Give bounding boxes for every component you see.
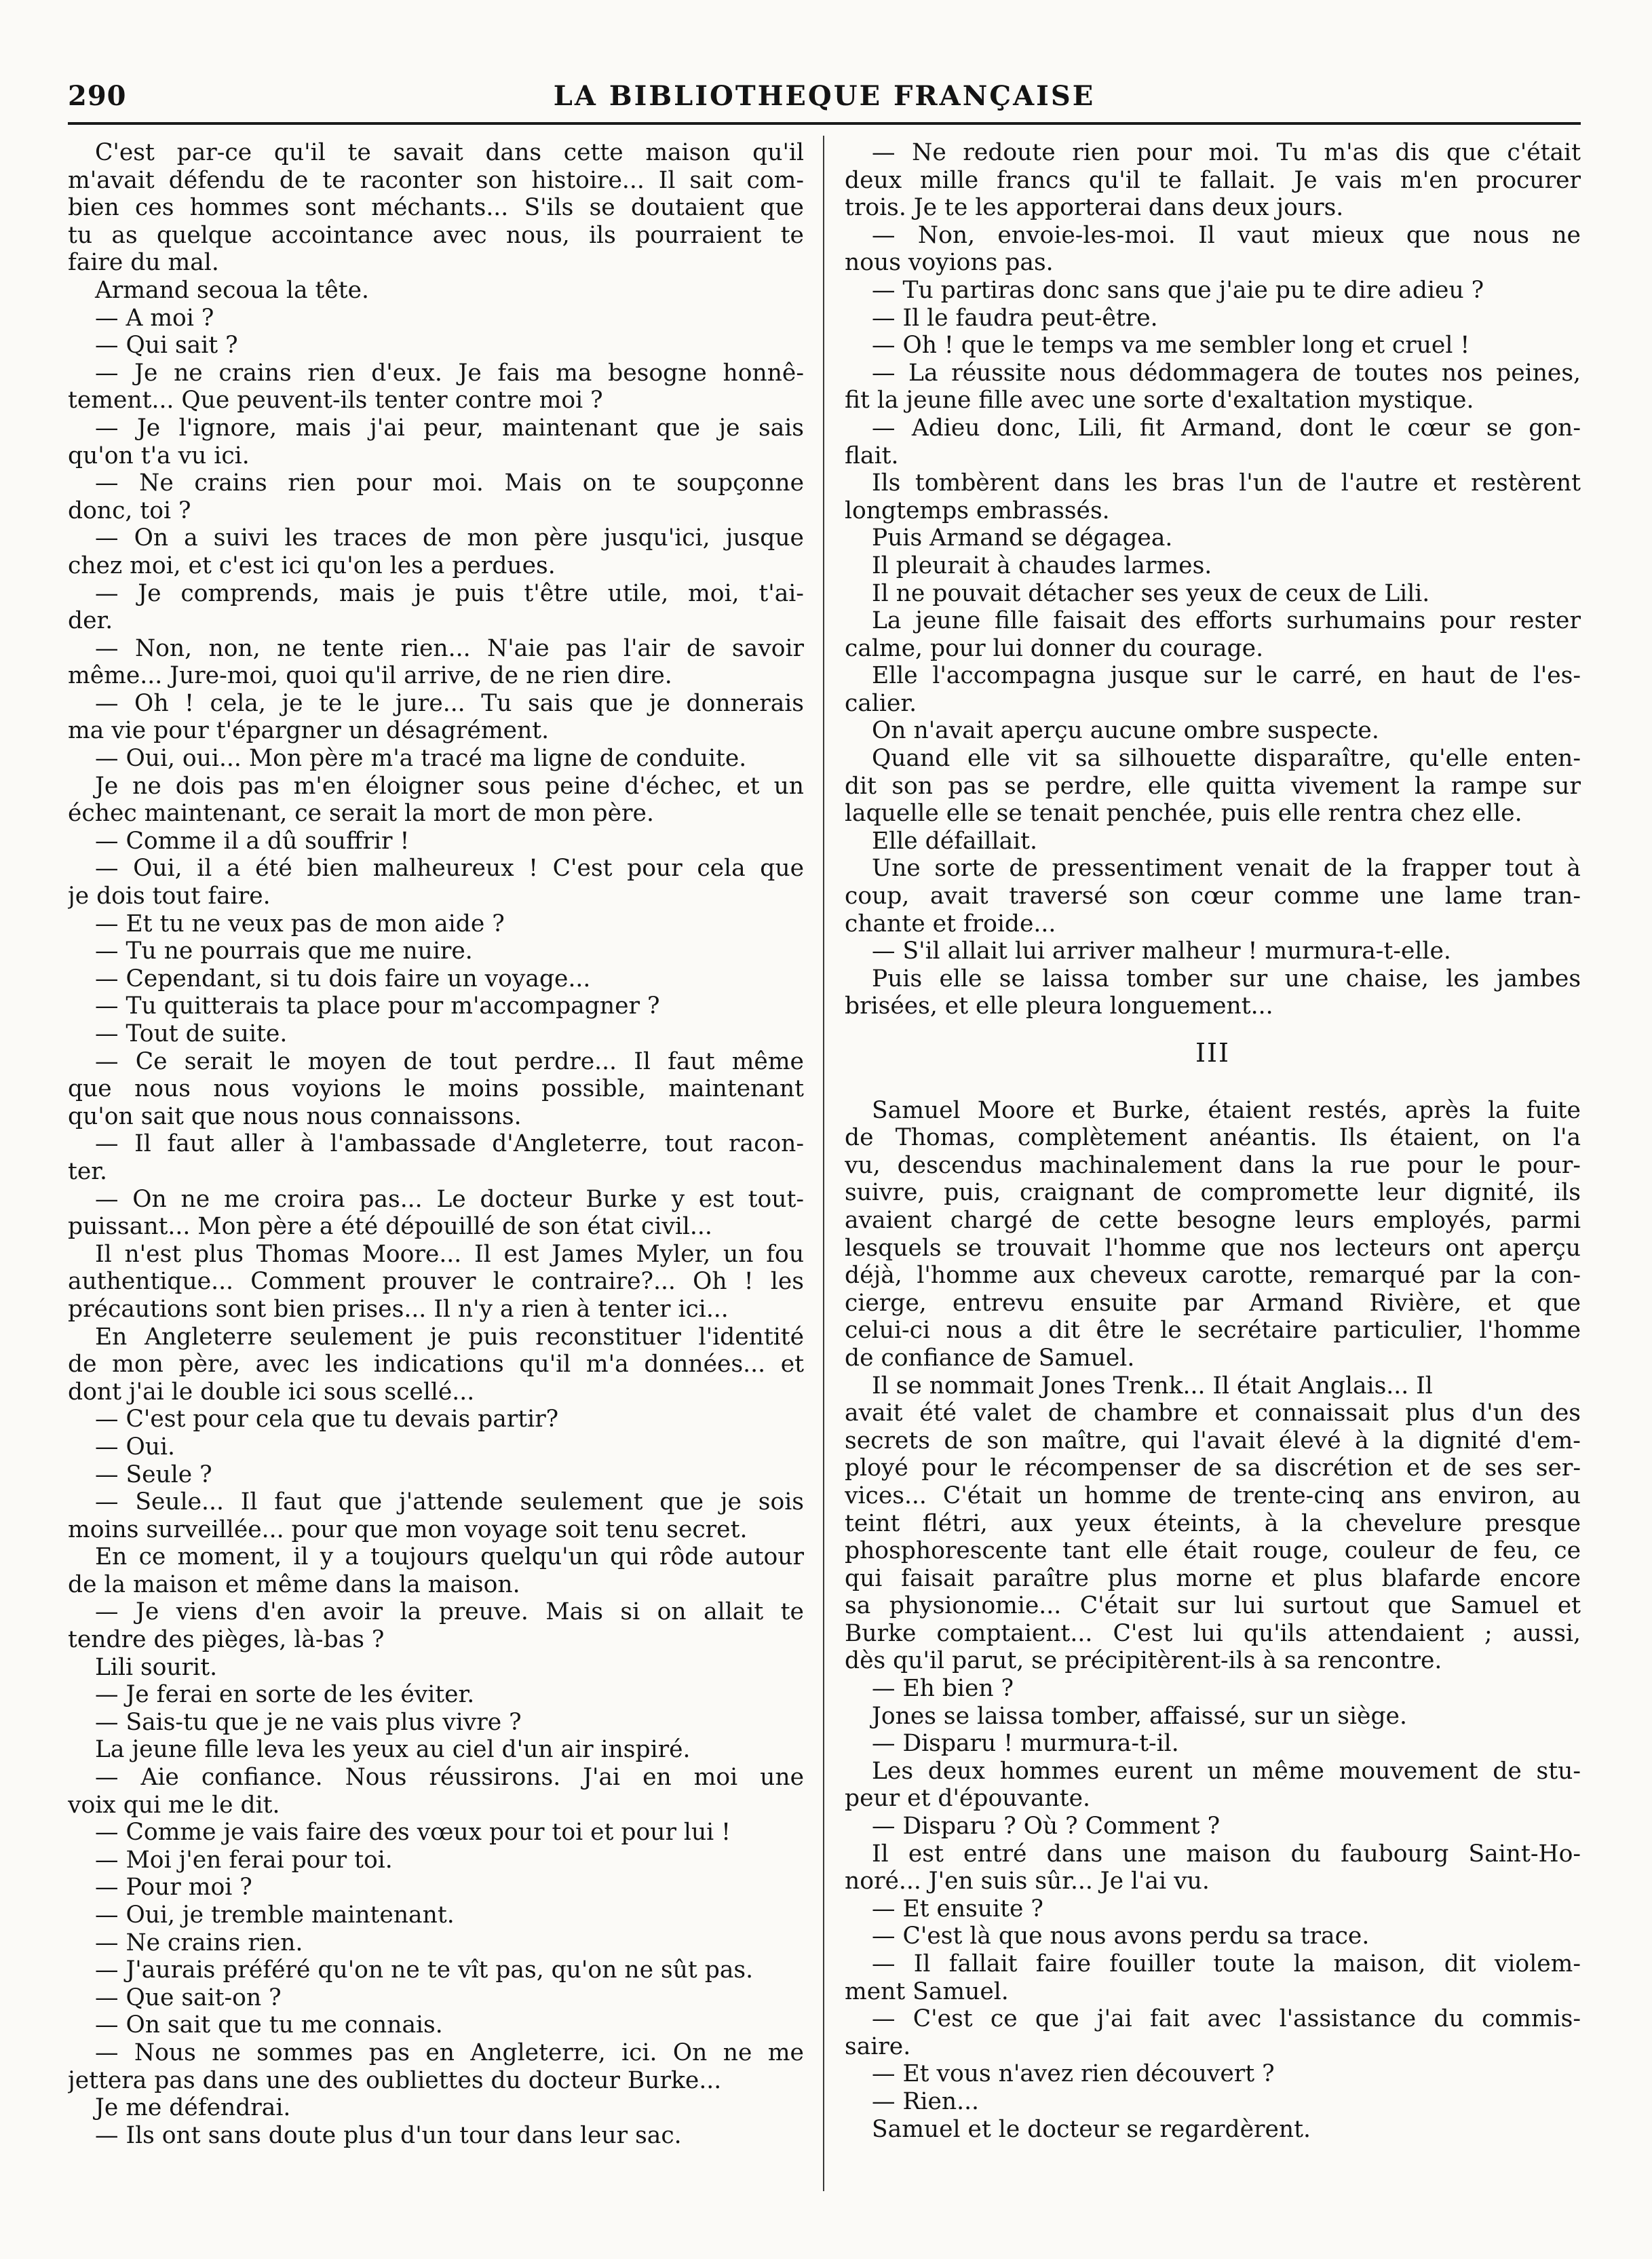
text-line: On n'avait aperçu aucune ombre suspecte.: [872, 717, 1379, 745]
text-line: — Ce serait le moyen de tout perdre... Il faut même: [95, 1047, 804, 1075]
text-line: Jones se laissa tomber, affaissé, sur un siège.: [872, 1702, 1407, 1730]
text-line: m'avait défendu de te raconter son histoire... Il sait com-: [68, 166, 804, 194]
text-line: — Seule ?: [95, 1461, 212, 1488]
text-line: Ils tombèrent dans les bras l'un de l'autre et restèrent: [872, 469, 1581, 497]
text-line: chante et froide...: [845, 910, 1056, 938]
text-line: Une sorte de pressentiment venait de la frapper tout à: [872, 855, 1581, 883]
text-line: — Tu quitterais ta place pour m'accompagner ?: [95, 992, 660, 1020]
text-line: — Tu partiras donc sans que j'aie pu te dire adieu ?: [872, 276, 1484, 304]
text-line: trois. Je te les apporterai dans deux jours.: [845, 194, 1344, 222]
text-line: — Que sait-on ?: [95, 1984, 282, 2011]
text-line: — Je comprends, mais je puis t'être utile, moi, t'ai-: [95, 579, 804, 607]
text-line: — Qui sait ?: [95, 332, 238, 360]
text-line: calier.: [845, 689, 917, 717]
text-line: Les deux hommes eurent un même mouvement de stu-: [872, 1757, 1581, 1785]
text-line: — On sait que tu me connais.: [95, 2011, 443, 2039]
text-line: ployé pour le récompenser de sa discrétion et de ses ser-: [845, 1454, 1581, 1482]
text-line: — Disparu ! murmura-t-il.: [872, 1730, 1179, 1758]
text-line: — Tu ne pourrais que me nuire.: [95, 938, 473, 965]
right-column-after-section: [845, 1097, 1581, 2144]
text-line: — Ne crains rien pour moi. Mais on te soupçonne: [95, 469, 804, 497]
text-line: qu'on t'a vu ici.: [68, 442, 250, 469]
text-line: — Oui.: [95, 1433, 175, 1461]
text-line: avaient chargé de cette besogne leurs employés, parmi: [845, 1206, 1581, 1234]
text-line: — La réussite nous dédommagera de toutes nos peines,: [872, 359, 1581, 387]
text-line: — Seule... Il faut que j'attende seulement que je sois: [95, 1488, 804, 1516]
text-line: — C'est là que nous avons perdu sa trace.: [872, 1923, 1370, 1950]
column-divider: [823, 136, 824, 2191]
text-line: laquelle elle se tenait penchée, puis elle rentra chez elle.: [845, 800, 1522, 828]
text-line: je dois tout faire.: [68, 883, 271, 910]
text-line: jettera pas dans une des oubliettes du docteur Burke...: [68, 2066, 722, 2094]
text-line: — Moi j'en ferai pour toi.: [95, 1846, 393, 1874]
text-line: — C'est pour cela que tu devais partir?: [95, 1406, 559, 1433]
text-line: que nous nous voyions le moins possible, maintenant: [68, 1075, 804, 1103]
text-line: brisées, et elle pleura longuement...: [845, 992, 1273, 1020]
text-line: teint flétri, aux yeux éteints, à la chevelure presque: [845, 1509, 1581, 1537]
text-line: phosphorescente tant elle était rouge, couleur de feu, ce: [845, 1537, 1581, 1565]
text-line: faire du mal.: [68, 249, 219, 277]
text-line: ment Samuel.: [845, 1977, 1009, 2005]
text-line: Samuel Moore et Burke, étaient restés, après la fuite: [872, 1096, 1581, 1124]
text-line: — Comme il a dû souffrir !: [95, 827, 410, 855]
text-line: En Angleterre seulement je puis reconstituer l'identité: [95, 1323, 804, 1351]
header-rule: [68, 122, 1581, 125]
text-line: — Et ensuite ?: [872, 1895, 1043, 1923]
text-line: — Ils ont sans doute plus d'un tour dans leur sac.: [95, 2121, 682, 2149]
text-line: Je me défendrai.: [95, 2094, 291, 2122]
text-line: coup, avait traversé son cœur comme une lame tran-: [845, 883, 1581, 910]
left-column: [68, 139, 804, 2215]
text-line: puissant... Mon père a été dépouillé de son état civil...: [68, 1213, 712, 1241]
right-column-before-section: [845, 139, 1581, 1020]
text-line: sa physionomie... C'était sur lui surtout que Samuel et: [845, 1592, 1581, 1620]
text-line: — Cependant, si tu dois faire un voyage...: [95, 965, 591, 992]
text-line: Il est entré dans une maison du faubourg Saint-Ho-: [872, 1840, 1581, 1868]
text-line: — Nous ne sommes pas en Angleterre, ici. On ne me: [95, 2039, 804, 2066]
text-line: calme, pour lui donner du courage.: [845, 634, 1264, 662]
text-line: — Comme je vais faire des vœux pour toi et pour lui !: [95, 1819, 731, 1847]
text-line: chez moi, et c'est ici qu'on les a perdues.: [68, 552, 556, 579]
text-line: déjà, l'homme aux cheveux carotte, remarqué par la con-: [845, 1262, 1581, 1290]
text-line: saire.: [845, 2032, 911, 2060]
text-line: dit son pas se perdre, elle quitta vivement la rampe sur: [845, 772, 1581, 800]
text-line: de confiance de Samuel.: [845, 1344, 1135, 1372]
running-title: LA BIBLIOTHEQUE FRANÇAISE: [553, 80, 1096, 112]
text-line: bien ces hommes sont méchants... S'ils se doutaient que: [68, 194, 804, 222]
text-line: de la maison et même dans la maison.: [68, 1570, 520, 1598]
text-line: — S'il allait lui arriver malheur ! murmura-t-elle.: [872, 938, 1451, 965]
text-line: dès qu'il parut, se précipitèrent-ils à sa rencontre.: [845, 1647, 1442, 1675]
text-line: lesquels se trouvait l'homme que nos lecteurs ont aperçu: [845, 1234, 1581, 1262]
text-line: qui faisait paraître plus morne et plus blafarde encore: [845, 1564, 1581, 1592]
text-line: de Thomas, complètement anéantis. Ils étaient, on l'a: [845, 1124, 1581, 1152]
text-line: der.: [68, 607, 113, 635]
text-line: — C'est ce que j'ai fait avec l'assistance du commis-: [872, 2005, 1581, 2033]
text-line: Samuel et le docteur se regardèrent.: [872, 2115, 1311, 2143]
text-line: échec maintenant, ce serait la mort de mon père.: [68, 800, 654, 828]
text-line: Quand elle vit sa silhouette disparaître, qu'elle enten-: [872, 745, 1581, 773]
text-line: Puis Armand se dégagea.: [872, 524, 1173, 552]
text-line: ma vie pour t'épargner un désagrément.: [68, 717, 550, 745]
text-line: — Oui, oui... Mon père m'a tracé ma ligne de conduite.: [95, 745, 747, 773]
text-line: Il se nommait Jones Trenk... Il était Anglais... Il: [872, 1372, 1433, 1399]
text-line: Je ne dois pas m'en éloigner sous peine d'échec, et un: [95, 772, 804, 800]
text-line: cierge, entrevu ensuite par Armand Rivière, et que: [845, 1289, 1581, 1317]
text-line: — Je viens d'en avoir la preuve. Mais si on allait te: [95, 1598, 804, 1626]
text-line: — Rien...: [872, 2087, 980, 2115]
text-line: Il pleurait à chaudes larmes.: [872, 552, 1212, 579]
text-line: C'est par-ce qu'il te savait dans cette maison qu'il: [95, 139, 804, 166]
text-line: — Il fallait faire fouiller toute la maison, dit violem-: [872, 1950, 1581, 1977]
text-line: — Il faut aller à l'ambassade d'Angleterre, tout racon-: [95, 1130, 804, 1158]
text-line: Puis elle se laissa tomber sur une chaise, les jambes: [872, 965, 1581, 992]
text-line: Armand secoua la tête.: [95, 276, 370, 304]
text-line: qu'on sait que nous nous connaissons.: [68, 1102, 522, 1130]
text-line: — Et vous n'avez rien découvert ?: [872, 2060, 1275, 2088]
text-line: Il ne pouvait détacher ses yeux de ceux de Lili.: [872, 579, 1430, 607]
text-line: celui-ci nous a dit être le secrétaire particulier, l'homme: [845, 1317, 1581, 1345]
text-line: tu as quelque accointance avec nous, ils pourraient te: [68, 221, 804, 249]
page-header: [68, 80, 1581, 121]
text-line: La jeune fille leva les yeux au ciel d'un air inspiré.: [95, 1736, 691, 1764]
text-line: tendre des pièges, là-bas ?: [68, 1626, 385, 1654]
text-line: — Eh bien ?: [872, 1675, 1014, 1703]
text-line: — Et tu ne veux pas de mon aide ?: [95, 910, 505, 938]
text-line: ter.: [68, 1157, 107, 1185]
text-line: vu, descendus machinalement dans la rue pour le pour-: [845, 1151, 1581, 1179]
text-line: — Je l'ignore, mais j'ai peur, maintenant que je sais: [95, 414, 804, 442]
text-line: — On ne me croira pas... Le docteur Burke y est tout-: [95, 1185, 804, 1213]
text-line: — Ne redoute rien pour moi. Tu m'as dis que c'était: [872, 139, 1581, 166]
text-line: — Sais-tu que je ne vais plus vivre ?: [95, 1708, 522, 1736]
text-line: — J'aurais préféré qu'on ne te vît pas, qu'on ne sût pas.: [95, 1956, 754, 1984]
text-line: La jeune fille faisait des efforts surhumains pour rester: [872, 607, 1581, 635]
text-line: suivre, puis, craignant de compromette leur dignité, ils: [845, 1179, 1581, 1207]
text-line: — Oui, je tremble maintenant.: [95, 1901, 455, 1929]
text-line: de mon père, avec les indications qu'il m'a données... et: [68, 1351, 804, 1378]
text-line: — Oh ! cela, je te le jure... Tu sais que je donnerais: [95, 689, 804, 717]
text-line: — Non, non, ne tente rien... N'aie pas l'air de savoir: [95, 634, 804, 662]
text-line: moins surveillée... pour que mon voyage soit tenu secret.: [68, 1515, 748, 1543]
text-line: — On a suivi les traces de mon père jusqu'ici, jusque: [95, 524, 804, 552]
text-line: Il n'est plus Thomas Moore... Il est James Myler, un fou: [95, 1240, 804, 1268]
text-line: vices... C'était un homme de trente-cinq ans environ, au: [845, 1482, 1581, 1509]
text-line: avait été valet de chambre et connaissait plus d'un des: [845, 1399, 1581, 1427]
text-line: Elle l'accompagna jusque sur le carré, en haut de l'es-: [872, 662, 1581, 690]
text-line: — Adieu donc, Lili, fit Armand, dont le cœur se gon-: [872, 414, 1581, 442]
text-line: — Oui, il a été bien malheureux ! C'est pour cela que: [95, 855, 804, 883]
text-line: précautions sont bien prises... Il n'y a rien à tenter ici...: [68, 1295, 729, 1323]
text-line: — A moi ?: [95, 304, 214, 332]
text-line: dont j'ai le double ici sous scellé...: [68, 1378, 475, 1406]
text-line: — Je ne crains rien d'eux. Je fais ma besogne honnê-: [95, 359, 804, 387]
text-line: donc, toi ?: [68, 497, 191, 524]
text-line: — Disparu ? Où ? Comment ?: [872, 1813, 1221, 1840]
text-line: fit la jeune fille avec une sorte d'exaltation mystique.: [845, 387, 1474, 414]
text-line: nous voyions pas.: [845, 249, 1054, 277]
text-line: deux mille francs qu'il te fallait. Je vais m'en procurer: [845, 166, 1581, 194]
text-line: — Je ferai en sorte de les éviter.: [95, 1681, 475, 1709]
text-line: authentique... Comment prouver le contraire?... Oh ! les: [68, 1268, 804, 1296]
text-line: — Il le faudra peut-être.: [872, 304, 1158, 332]
page-number: 290: [68, 80, 127, 112]
text-line: flait.: [845, 442, 899, 469]
text-line: — Oh ! que le temps va me sembler long et cruel !: [872, 332, 1470, 360]
text-line: Burke comptaient... C'est lui qu'ils attendaient ; aussi,: [845, 1619, 1581, 1647]
right-column: [845, 139, 1581, 2215]
text-line: — Tout de suite.: [95, 1020, 288, 1047]
text-line: Lili sourit.: [95, 1653, 218, 1681]
text-line: En ce moment, il y a toujours quelqu'un qui rôde autour: [95, 1543, 804, 1571]
text-line: secrets de son maître, qui l'avait élevé à la dignité d'em-: [845, 1427, 1581, 1454]
section-heading: III: [1195, 1038, 1231, 1068]
text-line: voix qui me le dit.: [68, 1791, 280, 1819]
text-line: noré... J'en suis sûr... Je l'ai vu.: [845, 1868, 1210, 1895]
text-line: Elle défaillait.: [872, 827, 1038, 855]
text-line: — Pour moi ?: [95, 1874, 252, 1901]
text-line: — Aie confiance. Nous réussirons. J'ai en moi une: [95, 1764, 804, 1792]
text-line: tement... Que peuvent-ils tenter contre moi ?: [68, 387, 603, 414]
text-line: longtemps embrassés.: [845, 497, 1110, 524]
text-line: même... Jure-moi, quoi qu'il arrive, de ne rien dire.: [68, 662, 672, 690]
text-line: — Non, envoie-les-moi. Il vaut mieux que nous ne: [872, 221, 1581, 249]
text-line: — Ne crains rien.: [95, 1929, 303, 1956]
text-line: peur et d'épouvante.: [845, 1785, 1091, 1813]
